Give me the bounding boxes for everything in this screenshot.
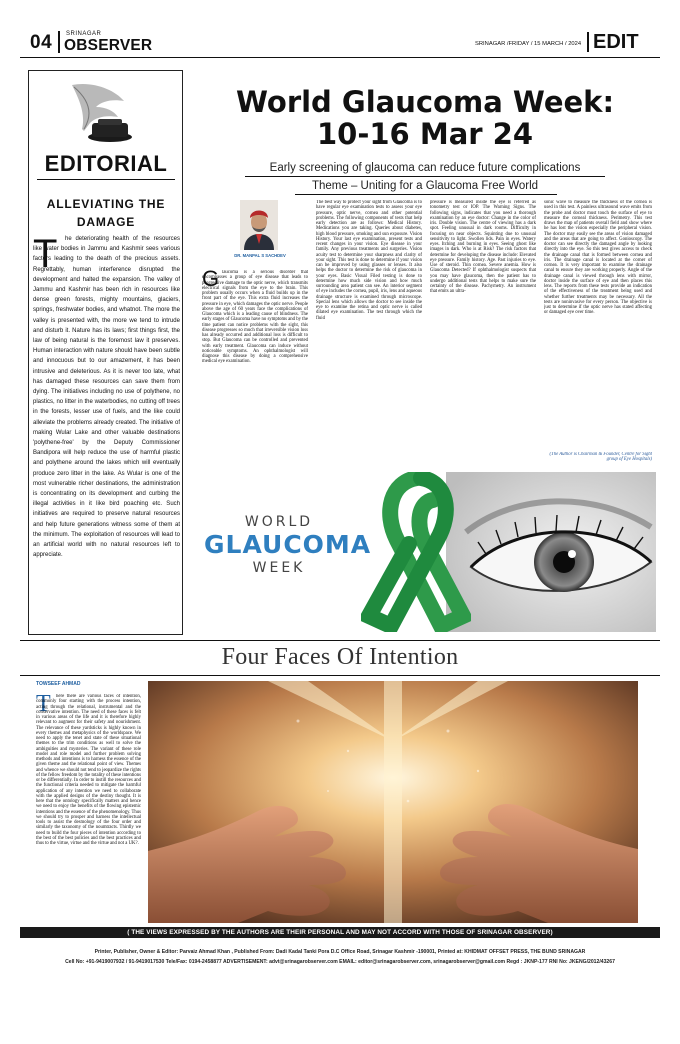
author-credit: (The Author is Chairman & Founder, Centre for Sight group of Eye Hospitals) xyxy=(549,452,652,463)
intention-title: Four Faces Of Intention xyxy=(221,644,459,670)
eye-image xyxy=(446,472,656,632)
page-header xyxy=(20,26,660,59)
graphic-line-glaucoma: GLAUCOMA xyxy=(204,530,372,559)
glaucoma-col-1: laucoma is a serious disorder that encompasses a group of eye disease that leads to progressive damage to the optic nerve, which transmits electrical signals from the eye to the brain. This problem usually occurs when a fluid builds up in the front part of the eye. This extra fluid increases the pressure in eye, which damages the optic nerve. People above the age of 60 years face the complications of Glaucoma which is a leading cause of blindness. The early stages of Glaucoma have no symptoms and by the time patient can notice problems with the sight, this disease progresses so much that irreversible vision loss has already occurred and additional loss is difficult to stop. But Glaucoma can be controlled and prevented with early treatment. Glaucoma can induce without noticeable symptoms. An ophthalmologist will diagnose this disease by doing a comprehensive medical eye examination. xyxy=(202,270,308,365)
masthead-title: OBSERVER xyxy=(64,37,153,54)
header-divider xyxy=(58,31,60,53)
green-ribbon-icon xyxy=(361,472,471,632)
intention-drop-cap: T xyxy=(36,691,51,717)
editorial-box xyxy=(28,70,183,635)
editorial-label: EDITORIAL xyxy=(44,151,168,176)
disclaimer-bar xyxy=(20,927,660,938)
footer-line-1: Printer, Publisher, Owner & Editor: Parvaiz Ahmad Khan , Published From: Dadi Kadal Tanki Pora D.C Office Road, Srinagar Kashmir -190001, Printed at: KHIDMAT OFFSET PRESS, THE BUND SRINAGAR xyxy=(94,949,586,955)
glaucoma-title xyxy=(195,86,655,150)
theme-rule xyxy=(295,194,557,195)
glaucoma-col-4: sonic wave to measure the thickness of the cornea is used in this test. A painless ultrasound wave emits from the probe and doctor must touch the surface of eye to measure the corneal thickness. Perimetry. This test draws the map of patients overall field and show where he has lost the vision especially the peripheral vision. The doctor may easily see the areas of vision damaged and the areas that are going to affect. Gonioscopy. The doctor can see directly the damaged angle by looking directly into the eye. So this test gives access to check the drainage canal that is formed between cornea and iris. The drainage canal is located at the corner of cornea. It is very important to examine the drainage canal to ensure they are working properly. Angle of the drainage canal is viewed through lens with mirror, doctor inside the surface of eye and then places this lens. The reports from these tests provide an indication of the effectiveness of the treatment being used and whether further treatments may be necessary. All the tests are noninvasive for every person. The objective is just to determine if the optic nerve has stated affecting or damaged eye over time. xyxy=(544,200,652,316)
graphic-line-week: WEEK xyxy=(252,560,306,576)
editorial-drop-cap: T xyxy=(33,232,58,276)
dateline: SRINAGAR /FRIDAY / 15 MARCH / 2024 xyxy=(475,41,582,47)
editorial-body: he deteriorating health of the resources like water bodies in Jammu and Kashmir sees various factors leading to the death of the precious assets. Regrettably, human interference disrupted the development and halted the expansion. The valley of Jammu and Kashmir has been rich in resources like dense green forests, mighty mountains, glaciers, springs, freshwater bodies, and whatnot. The more the valley is presented with, the more we tend to intrude and disturb it. Nature has its laws; first things first, the law of being natural is the foremost law it preserves. Human interaction with nature should have been subtle and innocuous but to our amazement, it has been intrusive and deleterious. As it is never too late, what has damaged these resources can save them from dying. The initiatives including no use of polythene, no plastics, no litter in the waterbodies, no cutting off trees in the forests, lesser use of fuels, and the like could alleviate the problems already created. The initiative of making Wular Lake and other valuable destinations 'polythene-free' by the Deputy Commissioner Bandipora will help reduce the use of harmful plastic and polythene around the lakes which will eventually produce zero litter in the lake. As Wular is one of the most vulnerable richer destinations, the administration is concentrating on its development and curbing the illegal activities in it like bird poaching etc. Such initiatives are required to preserve natural resources and help future generations witness some of them at the minimum. The exploitation of resources will lead to an artificial world with no natural resources left to appreciate. xyxy=(33,236,180,559)
intention-author: TOWSEEF AHMAD xyxy=(36,681,81,687)
intention-body: here there are various faces of intention, commonly four starting with the process intention, acting through the relational, instrumental and the conservative intention. The need of these faces is felt in various areas of the life and it is therefore highly relevant to augment for their safety and nourishment. The relevance of these yardsticks is highly known in every themes and metaphysics of the worldspace. We need to apply the tenet and state of these situational themes to the trim conditions as well to solve the ambiguities and mysteries. The variant of these role model and role model and further problem solving methods and intentions is to harness the essence of the given theme and the relational point of view. Themes and whence we should not tend to jeopardize the rights of the fellow freedom by the totality of these intentions or be differentially. In order to instill the resources and the functional criteria needed to mitigate the harmful application of any intention we need to collaborate with the applied designs of the destiny thought. It is here that the ontology specifically matters and hence we need to enjoy the benefits of the flowing epistemic intentions and the essence of the phenomenology. Thus we should try to prosper and harness the intellectual tools to assist the desmology of the four order and similarly the taxonomy of the noumtracts. Thirdly we need to build the four pieces of intention according to the best of the best policies and the best practices and thus to the virtue, virtue and the virtue and not a UK?. xyxy=(36,694,141,846)
glaucoma-theme: Theme – Uniting for a Glaucoma Free World xyxy=(311,180,539,192)
glaucoma-author: DR. MANPAL S SACHDEV xyxy=(234,253,286,258)
glaucoma-col-3: pressure is measured inside the eye is referred as tonometry test or IOP. The Warning Signs. The following signs, indicates that you need a thorough examination by an eye doctor: Change in the color of iris. Double vision. The centre of viewing has a dark spot. Feeling unusual in dark rooms. Difficulty in focusing on near objects. Squinting due to unusual sensitivity to light. Swollen lids. Pain in eyes. Watery eyes. Itching and burning in eyes. Seeing ghost like images in dark. Who is at Risk? The risk factors that determine for developing the disease include: Elevated eye pressure. Family history. Age. Past injuries to eye. Use of steroid. Thin cornea. Severe anemia. How is Glaucoma Detected? If ophthalmologist suspects that you may have glaucoma, then the patient has to undergo additional tests that helps to make sure the certainty of the disease. Pachymetry. An instrument that emits an ultra- xyxy=(430,200,536,295)
quill-ink-icon xyxy=(62,79,152,149)
editorial-headline: ALLEVIATING THE DAMAGE xyxy=(46,197,166,229)
header-rule xyxy=(20,57,660,58)
glaucoma-title-line2: 10-16 Mar 24 xyxy=(316,117,534,151)
section-label: EDIT xyxy=(593,31,639,53)
disclaimer-text: ( THE VIEWS EXPRESSED BY THE AUTHORS ARE THEIR PERSONAL AND MAY NOT ACCORD WITH THOSE OF SRINAGAR OBSERVER) xyxy=(127,929,553,936)
hands-image xyxy=(148,681,638,923)
glaucoma-title-line1: World Glaucoma Week: xyxy=(235,85,615,119)
page-number: 04 xyxy=(30,32,53,53)
glaucoma-graphic-text xyxy=(204,514,372,576)
footer-line-2: Cell No: +91-9419007932 / 91-9419017530 Tele/Fax: 0194-2458877 ADVERTISEMENT: advt@srinagarobserver.com EMAIL: editor@srinagarobserver.com, srinagarobserver@gmail.com Regd : JKNP-177 RNI No: JKENG/2012/43267 xyxy=(65,959,615,965)
graphic-line-world: WORLD xyxy=(244,514,314,530)
glaucoma-graphic xyxy=(196,472,656,632)
masthead-top: SRINAGAR xyxy=(66,31,102,37)
subtitle-rule xyxy=(245,176,605,177)
glaucoma-subtitle: Early screening of glaucoma can reduce future complications xyxy=(269,162,581,174)
glaucoma-col-2: The best way to protect your sight from Glaucoma is to have regular eye examination tests to assess your eye pressure, optic nerve, cornea and other potential problems. The following components of tests that help early detection are as follows: Medical History. Medications you are taking. Queries about diabetes, high blood pressure, smoking and sun exposure. Vision History. Your last eye examination, present tests and recent changes in your vision. Eye disease in your family. Any previous treatments and surgeries. Vision acuity test to determine your sharpness and clarity of your sight. This test is done to determine if your vision can be improved by using glasses or lenses. It also helps the doctor to determine the risk of glaucoma in your eyes. Basic Visual Filed testing is done to determine how much side vision and how much surrounding area patient can see. An interior segment of eye includes the cornea, pupil, iris, lens and aqueous drainage structure is examined through microscope. Special lens which allows the doctor to see inside the eye to examine the retina and optic nerve is called dilated eye examination. The test through which the fluid xyxy=(316,200,422,321)
section-rule-bottom xyxy=(20,675,660,676)
editorial-label-underline xyxy=(37,179,175,180)
header-divider-right xyxy=(587,32,589,52)
section-rule-top xyxy=(20,640,660,641)
author-photo xyxy=(240,200,278,250)
glaucoma-drop-cap: G xyxy=(202,266,220,291)
